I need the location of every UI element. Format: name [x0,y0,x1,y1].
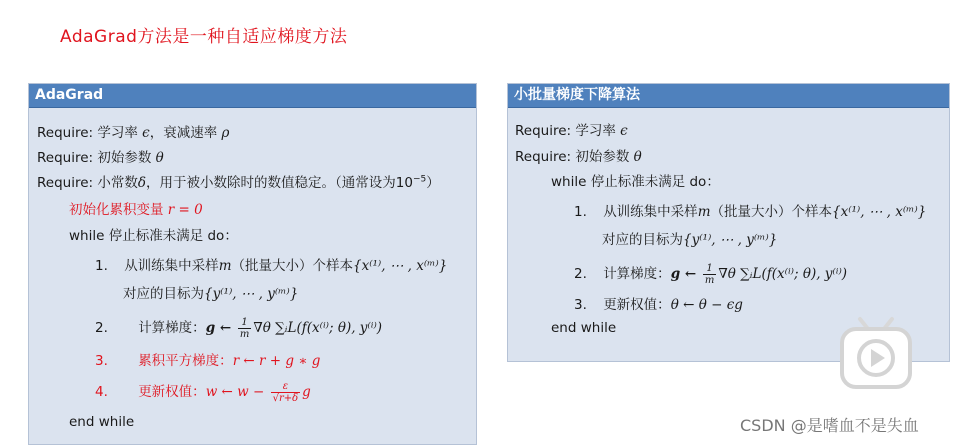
adagrad-require-delta: Require: 小常数δ，用于被小数除时的数值稳定。（通常设为$10^{-5}$） [37,174,440,191]
gradient-fraction: $\frac{1}{m}$ [239,316,250,340]
sgd-step3: 3. 更新权值：θ ← θ − ϵg [574,297,743,313]
sgd-step1: 1. 从训练集中采样m（批量大小）个样本{x⁽¹⁾, ⋯ , x⁽ᵐ⁾} [574,204,927,220]
sgd-end-while: end while [551,320,617,336]
gradient-fraction: $\frac{1}{m}$ [704,262,715,286]
sgd-step1-targets: 对应的目标为{y⁽¹⁾, ⋯ , y⁽ᵐ⁾} [602,232,778,248]
csdn-watermark: CSDN @是嗜血不是失血 [740,416,919,435]
sgd-require-lr: Require: 学习率 ϵ [515,123,628,139]
adagrad-require-lr: Require: 学习率 ϵ，衰减速率 ρ [37,125,230,141]
adagrad-panel-title: AdaGrad [29,84,476,108]
minibatch-panel-title: 小批量梯度下降算法 [508,84,949,108]
adagrad-require-theta: Require: 初始参数 θ [37,150,164,166]
adagrad-init-accumulator: 初始化累积变量 r = 0 [69,202,203,218]
play-icon-svg [838,315,914,391]
page-heading: AdaGrad方法是一种自适应梯度方法 [60,27,348,47]
update-fraction: $\frac{\varepsilon}{√r+\delta}$ [272,380,299,404]
adagrad-step1: 1. 从训练集中采样m（批量大小）个样本{x⁽¹⁾, ⋯ , x⁽ᵐ⁾} [95,258,448,274]
sgd-require-theta: Require: 初始参数 θ [515,149,642,165]
adagrad-while: while 停止标准未满足 do： [69,228,238,244]
adagrad-panel [28,83,477,445]
adagrad-step1-targets: 对应的目标为{y⁽¹⁾, ⋯ , y⁽ᵐ⁾} [123,286,299,302]
sgd-while: while 停止标准未满足 do： [551,174,720,190]
adagrad-step4: 4. 更新权值：w ← w − $\frac{\varepsilon}{√r+\delta}$ g [95,380,311,404]
play-icon[interactable] [838,315,914,391]
adagrad-step3: 3. 累积平方梯度：r ← r + g ∗ g [95,353,321,369]
sgd-step2: 2. 计算梯度：g ← $\frac{1}{m}$ ∇θ ∑ᵢL(f(x⁽ⁱ⁾; θ), y⁽ⁱ⁾) [574,262,848,286]
adagrad-end-while: end while [69,414,135,430]
adagrad-step2: 2. 计算梯度：g ← $\frac{1}{m}$ ∇θ ∑ᵢL(f(x⁽ⁱ⁾; θ), y⁽ⁱ⁾) [95,316,383,340]
